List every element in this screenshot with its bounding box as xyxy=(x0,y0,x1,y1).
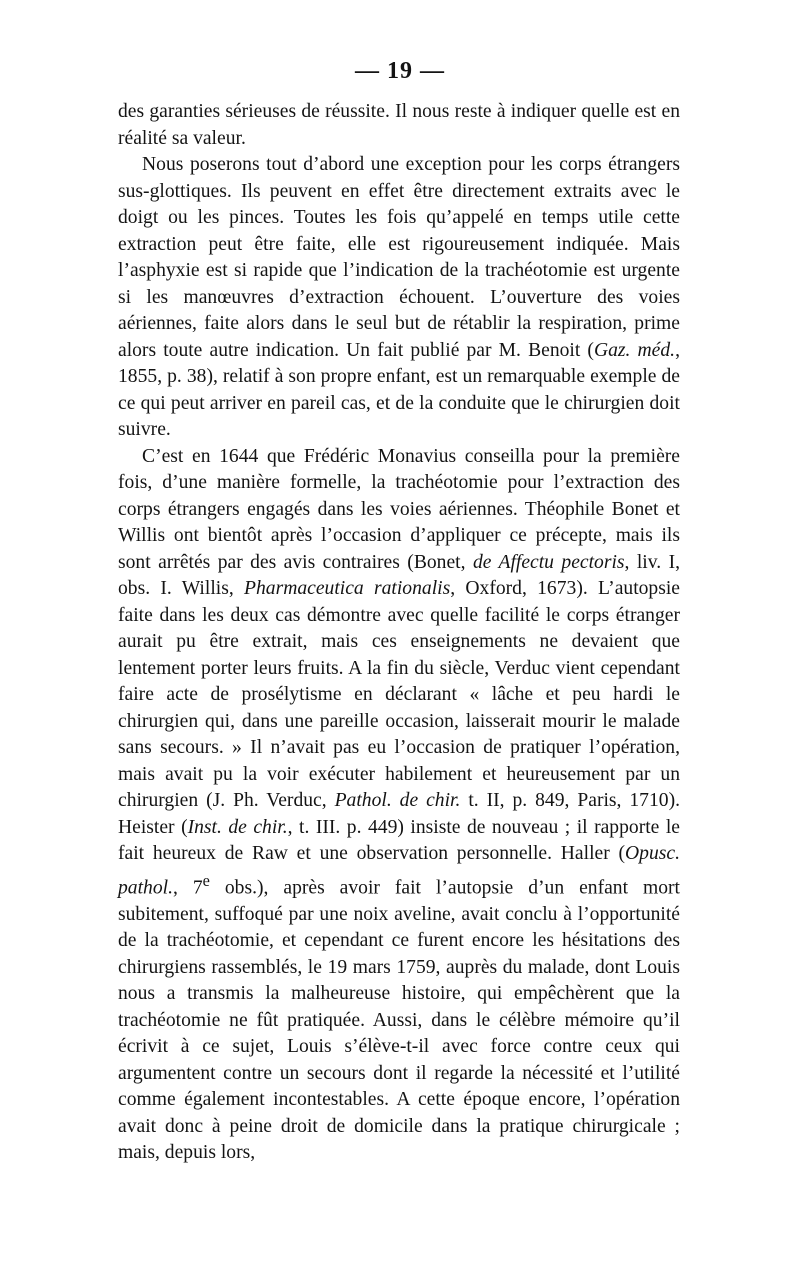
page-number: — 19 — xyxy=(355,58,445,84)
page-body xyxy=(118,99,680,1167)
paragraph-continued: des garanties sérieuses de réussite. Il nous reste à indiquer quelle est en réalité sa valeur. xyxy=(118,101,680,149)
paragraph-histoire: C’est en 1644 que Frédéric Monavius conseilla pour la première fois, d’une manière formelle, la trachéotomie pour l’extraction des corps étrangers engagés dans les voies aériennes. Théophile Bonet et Willis ont bientôt après l’occasion d’appliquer ce précepte, mais ils sont arrêtés par des avis contraires (Bonet, de Affectu pectoris, liv. I, obs. I. Willis, Pharmaceutica rationalis, Oxford, 1673). L’autopsie faite dans les deux cas démontre avec quelle facilité le corps étranger aurait pu être extrait, mais ces enseignements ne devaient que lentement porter leurs fruits. A la fin du siècle, Verduc vient cependant faire acte de prosélytisme en déclarant « lâche et peu hardi le chirurgien qui, dans une pareille occasion, laisserait mourir le malade sans secours. » Il n’avait pas eu l’occasion de pratiquer l’opération, mais avait pu la voir exécuter habilement et heureusement par un chirurgien (J. Ph. Verduc, Pathol. de chir. t. II, p. 849, Paris, 1710). Heister (Inst. de chir., t. III. p. 449) insiste de nouveau ; il rapporte le fait heureux de Raw et une observation personnelle. Haller (Opusc. pathol., 7e obs.), après avoir fait l’autopsie d’un enfant mort subitement, suffoqué par une noix aveline, avait conclu à l’opportunité de la trachéotomie, et cependant ce furent encore les hésitations des chirurgiens rassemblés, le 19 mars 1759, auprès du malade, dont Louis nous a transmis la malheureuse histoire, qui empêchèrent que la trachéotomie ne fût pratiquée. Aussi, dans le célèbre mémoire qu’il écrivit à ce sujet, Louis s’élève-t-il avec force contre ceux qui argumentent contre un secours dont il regarde la nécessité et l’utilité comme également incontestables. A cette époque encore, l’opération avait donc à peine droit de domicile dans la pratique chirurgicale ; mais, depuis lors, xyxy=(118,445,680,1164)
paragraph-sus-glottiques: Nous poserons tout d’abord une exception pour les corps étrangers sus-glottiques. Ils peuvent en effet être directement extraits avec le doigt ou les pinces. Toutes les fois qu’appelé en temps utile cette extraction peut être faite, elle est rigoureusement indiquée. Mais l’asphyxie est si rapide que l’indication de la trachéotomie est urgente si les manœuvres d’extraction échouent. L’ouverture des voies aériennes, faite alors dans le seul but de rétablir la respiration, prime alors toute autre indication. Un fait publié par M. Benoit (Gaz. méd., 1855, p. 38), relatif à son propre enfant, est un remarquable exemple de ce qui peut arriver en pareil cas, et de la conduite que le chirurgien doit suivre. xyxy=(118,154,680,440)
